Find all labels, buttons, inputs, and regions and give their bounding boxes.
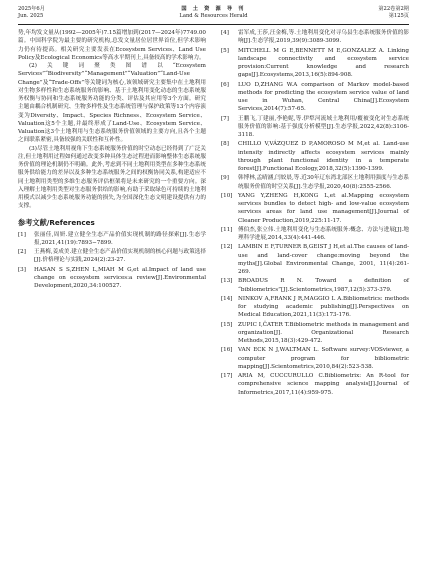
body-paragraph: (2)关键词聚类图谱以“Ecosystem Services”“Biodiversity”“Management”“Valuation”“Land-Use Change”及“Trade-Offs”等关键词为核心,该领域研究主要集中在土地利用对生物多样性和生态系统服务的影响、基于土地利用变化动态的生态系统服务权衡与协同和生态系统服务功能的分类、评估及其应用等3个方面。研究主题由耦合机制研究、生物多样性及生态系统管理与保护政策等13个内容演变为Diversity、Impact、Species Richness、Ecosystem Service、Valuation这5个主题,并最终形成了Land-Use、Ecosystem Service、Valuation这3个土地利用与生态系统服务价值领域的主要方向,且各个主题之间联系紧密,具备较强的关联性和互补性。 — [18, 63, 206, 144]
reference-item — [221, 29, 409, 46]
reference-item — [221, 192, 409, 225]
reference-text: 傅伯杰,张立伟.土地利用变化与生态系统服务:概念、方法与进展[J].地理科学进展,2014,33(4):441-446. — [238, 226, 409, 241]
reference-number: [1] — [18, 231, 26, 238]
reference-text: 王鹏飞,丁建丽,李艳妮,等.伊犁河流域土地利用/覆被变化对生态系统服务价值的影响:基于强度分析模型[J].生态学报,2022,42(8):3106-3118. — [238, 115, 409, 138]
reference-number: [5] — [221, 47, 229, 54]
left-column — [18, 29, 206, 291]
reference-text: BROADUS R N. Toward a definition of “bibliometrics”[J].Scientometrics,1987,12(5):373-379. — [238, 278, 409, 293]
reference-text: ARIA M, CUCCURULLO C.Bibliometrix: An R-tool for comprehensive science mapping analysis[J].Journal of Informetrics,2017,11(4):959-975. — [238, 373, 409, 396]
reference-number: [17] — [221, 373, 233, 379]
reference-item — [18, 266, 206, 291]
header-date-en: Jun. 2025 — [18, 13, 44, 19]
reference-number: [2] — [18, 249, 26, 255]
reference-item — [221, 115, 409, 140]
reference-text: 张丽佳,周妍.建立健全生态产品价值实现机制的路径探索[J].生态学报,2021,41(19):7893−7899. — [34, 231, 206, 246]
reference-item — [221, 372, 409, 397]
reference-text: NINKOV A,FRANK J R,MAGGIO L A.Bibliometrics: methods for studying academic publishing[J].Perspectives on Medical Education,2021,11(3):173-176. — [238, 295, 409, 319]
reference-text: CHILLO V,VÁZQUEZ D P,AMOROSO M M,et al. Land-use intensity indirectly affects ecosystem services mainly through plant functional identity in a temperate forest[J].Functional Ecology,2018,32(5):1390-1399. — [238, 141, 409, 172]
reference-number: [8] — [221, 141, 229, 148]
reference-text: 雷军成,王莎,汪金梅,等.土地利用变化对寻乌县生态系统服务价值的影响[J].生态学报,2019,39(9):3089-3099. — [238, 30, 409, 45]
reference-text: 韩博林,孟晴涵,闫姣晨,等.近30年辽东湾北部区土地利用强度与生态系统服务价值的时空关系[J].生态学报,2020,40(8):2555-2566. — [238, 175, 409, 190]
reference-text: MITCHELL M G E,BENNETT M E,GONZALEZ A. Linking landscape connectivity and ecosystem service provision:Current knowledge and research gaps[J].Ecosystems,2013,16(5):894-908. — [238, 47, 409, 79]
header-journal — [18, 6, 409, 20]
references-heading: 参考文献/References — [18, 217, 95, 227]
body-paragraph: (3)尽管土地利用视角下生态系统服务价值的时空动态已经得到了广泛关注,但土地利用过程如何通过改变多种具体生态过程进而影响整体生态系统服务价值的理论机制仍不明确。此外,考虑到不同土地利用类型在多种生态系统服务供给能力的差异以及多种生态系统服务之间的权衡协同关系,构建适应不同土地利用类型的多维生态服务评估框架将是未来研究的一个重要方向。深入理解土地利用类型对生态服务供给的影响,有助于采取绿色可持续的土地利用模式以减少生态系统服务功能的损失,为全国深化生态文明建设提供有力的支撑。 — [18, 145, 206, 210]
reference-text: YANG Y,ZHENG H,KONG L,et al.Mapping ecosystem services bundles to detect high- and low-value ecosystem services areas for land use management[J].Journal of Cleaner Production,2019,225:11-17. — [238, 192, 409, 224]
reference-number: [3] — [18, 266, 26, 273]
header-journal-en: Land & Resources Herald — [179, 13, 248, 19]
reference-item — [221, 277, 409, 294]
reference-number: [16] — [221, 347, 233, 354]
reference-item — [221, 47, 409, 80]
reference-text: VAN ECK N J,WALTMAN L. Software survey:VOSviewer, a computer program for bibliometric mapping[J].Scientometrics,2010,84(2):523-538. — [238, 347, 409, 370]
reference-number: [7] — [221, 115, 229, 122]
reference-text: LUO D,ZHANG W.A comparison of Markov model-based methods for predicting the ecosystem service value of land use in Wuhan, Central China[J].Ecosystem Services,2014(7):57-65. — [238, 81, 409, 113]
reference-number: [10] — [221, 192, 233, 199]
reference-number: [4] — [221, 30, 229, 36]
reference-item — [221, 295, 409, 320]
reference-item — [221, 140, 409, 173]
header-date-cn: 2025年6月 — [18, 6, 45, 12]
reference-item — [221, 321, 409, 346]
reference-number: [15] — [221, 321, 233, 328]
header-rule — [18, 24, 409, 25]
reference-item — [221, 243, 409, 276]
reference-number: [13] — [221, 278, 233, 285]
header-volume — [378, 6, 409, 20]
header-journal-cn: 国 土 资 源 导 刊 — [181, 6, 246, 12]
reference-number: [9] — [221, 175, 229, 182]
reference-item — [18, 231, 206, 248]
reference-item — [221, 81, 409, 114]
reference-number: [14] — [221, 295, 233, 302]
reference-number: [11] — [221, 226, 233, 233]
header-page-number: 第125页 — [388, 13, 409, 19]
reference-item — [221, 174, 409, 191]
header-volume-issue: 第22卷第2期 — [378, 6, 409, 12]
reference-item — [221, 346, 409, 371]
reference-number: [12] — [221, 244, 233, 251]
body-paragraph: 势,年均发文量从(1992—2005年)7.15篇增加到(2017—2024年)7749.00篇。中国科学院为最主要的研究机构,总发文量居位居世界首位,但学术影响力仍有待提高。相关研究主要发表在Ecosystem Services、Land Use Policy及Ecological Economics等高水平期刊上,具备较高的学术影响力。 — [18, 30, 206, 61]
right-column — [221, 29, 409, 398]
reference-text: HASAN S S,ZHEN L,MIAH M G,et al.Impact of land use change on ecosystem services:a review[J].Environmental Development,2020,34:100527. — [34, 266, 206, 289]
reference-text: ZUPIC I,ČATER T.Bibliometric methods in management and organization[J]. Organizational Research Methods,2015,18(3):429-472. — [238, 321, 409, 344]
reference-text: LAMBIN E F,TURNER B,GEIST J H,et al.The causes of land-use and land-cover change:moving beyond the myths[J].Global Environmental Change, 2001, 11(4):261-269. — [238, 244, 409, 275]
reference-number: [6] — [221, 81, 229, 88]
reference-text: 王燕梅,姜成美.建立健全生态产品价值实现机制的核心问题与政策选择[J].价格理论与实践,2024(2):23-27. — [34, 249, 206, 264]
reference-item — [221, 226, 409, 243]
reference-item — [18, 248, 206, 265]
